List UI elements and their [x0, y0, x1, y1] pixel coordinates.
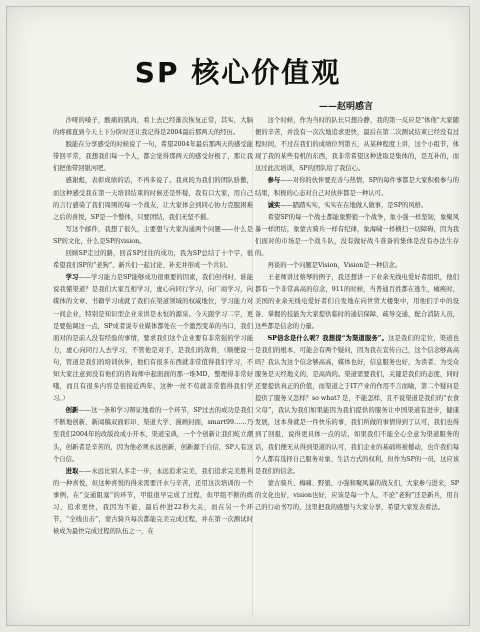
article-page [6, 6, 470, 626]
paragraph-text: ——这一条和学习辩证地看的一个环节，SP过去的成功是我们不断地创新，新闻稿双面彩印、渠道大学、漫画封面，smart99……乃至我们2004年的改版改成小开本，渠道宝典，一个个创新让我们屹立潮头，创新者是辛苦的，因为他必须永远创新，创新源于自信，SP人有这个自信。 [53, 407, 253, 463]
right-column [255, 115, 459, 514]
paragraph-text: ——永远比别人多走一步，永远追求完美，我们追求完美胜利的一种喜悦，但这种喜悦的得来需要汗水与辛苦，还用这次培训的一个事例，在“交通阻塞”的环节，甲组很早完成了过程，但甲组不断的练习，追求更快，我因为不能，最后仲进22秒大关，而在另一个环节，“全线出击”，蒙古骑兵每次都能完美完成过程，并在第一次测试时候成为最快完成过程的队伍之一，在 [53, 467, 254, 536]
paragraph-text: 沙哑的嗓子，酸痛的肌肉，看上去已经渐次恢复正常，其实，大脑的疼痛直到今天上下分阶时还让我记得是2004最后那两天的经历。 [53, 117, 253, 137]
paragraph-lead: SP信念是什么呢？我想提“为渠道服务”。 [267, 334, 389, 342]
paragraph-text: 希望SP的每一个战士都能象野狼一个战争，象小强一样坚韧，象聚风暴一样团结，象蒙古骑兵一样有纪律，象海啸一样横扫一切障碍，因为我们面对的市场是一个战斗队，没有做好战斗准备的集体是没有办法生存的。 [255, 213, 459, 258]
paragraph [255, 478, 459, 514]
paragraph [255, 260, 459, 272]
paragraph [255, 115, 459, 175]
paragraph-text: 这个时候，作为当时的队长只想冷静，我的第一反应是"体他"大家随便的辛苦，并没有一次次地追求更快，最后在第二次测试结束已经没有过程时间，不过在我们的成绩位列第五，从某种程度上讲，这个小组节，体现了我的某些有机的东西，我非常希望这种进取是集体的，是互补的，而这过此次培训，SP的团队给了我信心。 [255, 117, 459, 173]
paragraph-lead: 进取 [65, 467, 79, 475]
paragraph-text: 回顾SP走过的路，回首SP过往的成功，我为SP总结了十个字，很希望我们SP的“老狗”、新兵们一起讨论、补充并形成一个共识。 [53, 250, 253, 270]
paragraph-lead: 参与 [267, 177, 281, 185]
paragraph [53, 139, 253, 175]
paragraph [53, 248, 253, 272]
paragraph-lead: 创新 [65, 407, 79, 415]
paragraph [255, 212, 459, 260]
paragraph-lead: 诚实 [267, 201, 281, 209]
paragraph-text: 王老师讲过蔡琴的例子，我还想讲一下业余无线电爱好者组织，他们都有一个非常高高的信念，911的时候，当普通百姓都在逃生，瘫痪时，美国的业余无线电爱好者们自发地在向世贸大楼集中，用他们手中的设备、掌握的技能为大家提供临时的通信保障，疏导交通，配合消防人员，这些都是信念的力量。 [255, 274, 459, 330]
paragraph-text: 蒙古骑兵、梅啸、野狼、小强和聚风暴的战友们，大家参与进来，SP的文化也好，vision也好，应该是每一个人，不论“老狗”还是新兵，用自己的行动书写的，这里把我的感想与大家分享，希望大家发表看法。 [255, 479, 459, 511]
paragraph-text: ——对你的伙伴要充善与热情，SP的每件事都是大家积极参与的结果，积极的心态对自己对伙伴都是一种认可。 [255, 177, 460, 197]
paragraph-text: 写这个邮件，我想了很久，主要想与大家沟通两个问题——什么是SP的文化，什么是SP的vision。 [53, 225, 253, 245]
paragraph-text: ——踏踏实实，实实在在地做人做事，是SP的风格。 [280, 201, 428, 209]
paragraph [255, 175, 459, 199]
paragraph-text: 这是我们的定位，渠道也是我们的根本，可能会有两个疑问，因为我在宣传自己，这个信念够高高吗？我认为这个信念够高高，媒体也好，信息服务也好，为读者、为受众服务是天经地义的，是高尚的。渠道需要我们，关键是我们的态度，同时还要提供真正的价值，而渠道之于IT产业的作用不言而喻，第二个疑问是提供了服务又怎样？so what? 是，不能怎样，且不说渠道是我们的“衣食父母”，我认为我们如果能因为我们提供的服务让中国渠道有进步，健康发展，这本身就是一件快乐的事，我们所做的事情得到了认可，我们也得到了回报，说得更具体一点的话，如果我们不能全心全意为渠道服务的话，我们便无从得到渠道的认可，我们企业的基础将被撼动，也许我们每个人都有选择自己服务对象、生活方式的权利，但作为SP的一员，这应该是我们的信念。 [255, 334, 460, 475]
paragraph-text: 感谢彪，表彰成绩的话，不再多说了。我真的为我们的团队骄傲，而这种感受我在第一天培训结束的时候还是怀疑，我有口大家，用自己的言行感染了我们周围的每一个战友，让大家体会到同心协力克服困难之后的喜悦，SP是一个整体，只要团结，我们无坚不摧。 [53, 177, 253, 221]
paragraph-text: 再谈的一个问题是Vision，Vision是一种信念。 [267, 262, 402, 270]
paragraph-text: ——学习能力是SP能够成功很重要的因素，我们创刊时，谁能说我懂渠道？是我们大家互相学习，虚心向同行学习，向厂商学习，向媒体的文章、书籍学习成就了我们在渠道领域的权威地位，学习能力对一间企业，特别是知识型企业来讲是永恒的源泉。今天跟学习二字，更是要强调这一点，SP成者说专业媒体都处在一个激烈变革的当口，我们面对的是前人没有经验的事情，要求我们这个企业要有非常强的学习能力，虚心向同行人去学习，不管他是对手，是我们的敌将，（顺便说一句，管道是我们的培训伙伴，他们有很多东西就非常值得我们学习，不知大家注意到没有他们的咨询师中起面面的那一堆MD，整理得非常好哦，而且有很多内容是很接近两年，这种一丝不苟就非常值得我们学习。） [53, 274, 253, 403]
paragraph [53, 272, 253, 405]
paragraph [53, 466, 253, 539]
paragraph-lead: 学习 [65, 274, 79, 282]
article-author: ——赵明感言 [318, 102, 373, 112]
paragraph [53, 175, 253, 223]
article-title: SP 核心价值观 [134, 56, 342, 89]
paragraph [53, 224, 253, 248]
paragraph [255, 272, 459, 332]
paragraph [255, 333, 459, 478]
paragraph-text: 脱能在分享感受的时候说了一句，希望2004年最后那两天的感受能带回平常，我想我们每一个人，都会觉得那两天的感受好极了，那让我们把他带回银河吧。 [53, 141, 253, 173]
paragraph [53, 405, 253, 465]
paragraph [255, 200, 459, 212]
column-divider [252, 117, 253, 617]
paragraph [53, 115, 253, 139]
left-column [53, 115, 253, 538]
